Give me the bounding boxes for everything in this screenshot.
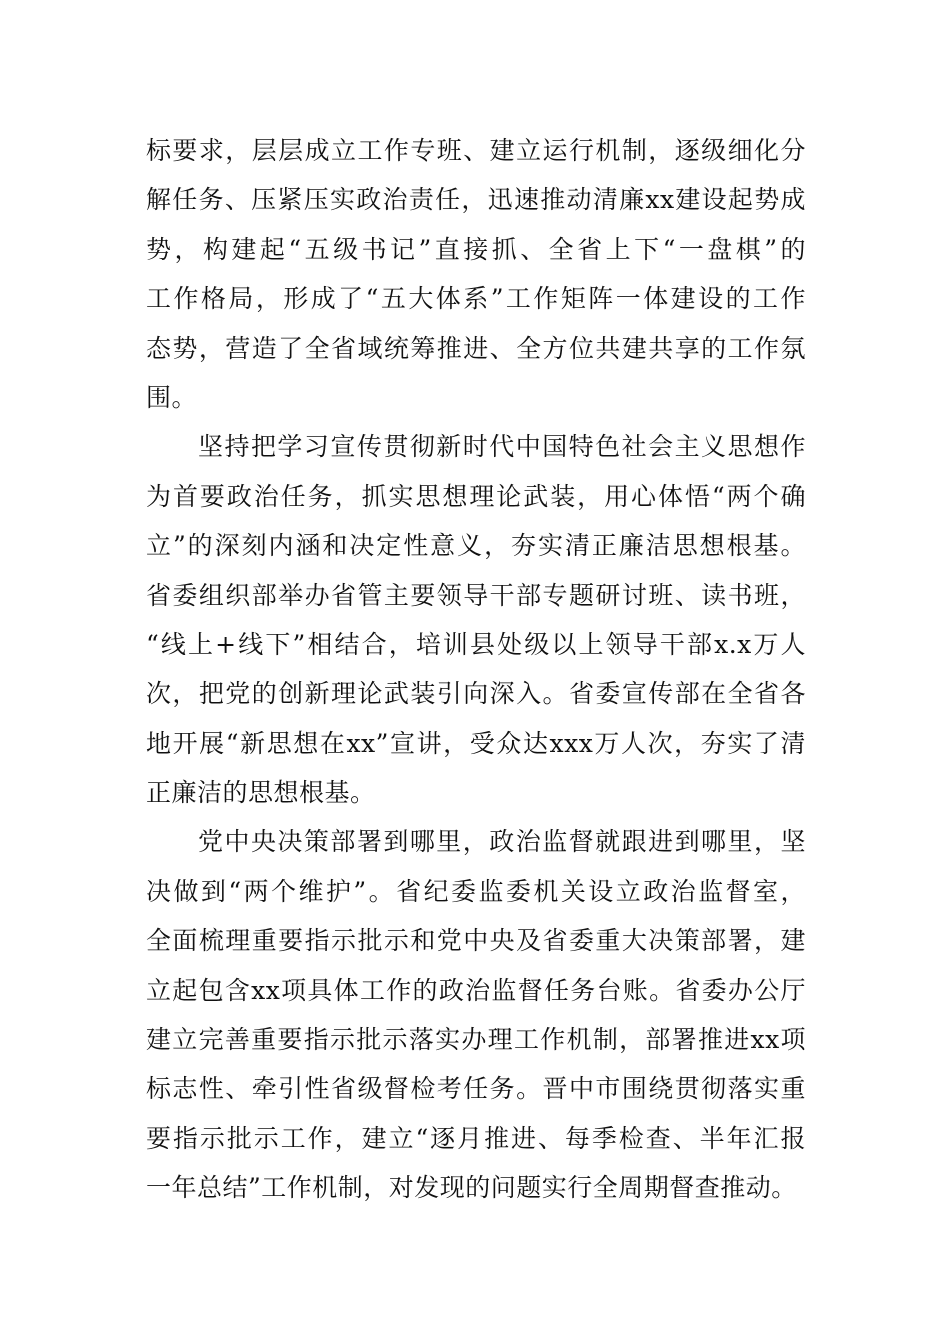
paragraph-1-line-6: 围。 [146,382,198,412]
paragraph-3-line-1: 党中央决策部署到哪里，政治监督就跟进到哪里，坚 [198,827,806,857]
paragraph-1-line-2: 解任务、压紧压实政治责任，迅速推动清廉xx建设起势成 [146,185,806,215]
document-body [146,126,806,1213]
paragraph-3-line-5: 建立完善重要指示批示落实办理工作机制，部署推进xx项 [146,1025,806,1055]
paragraph-3-line-6: 标志性、牵引性省级督检考任务。晋中市围绕贯彻落实重 [146,1074,806,1104]
paragraph-2-line-8: 正廉洁的思想根基。 [146,778,376,808]
paragraph-1-line-4: 工作格局，形成了“五大体系”工作矩阵一体建设的工作 [146,284,806,314]
paragraph-1-line-3: 势，构建起“五级书记”直接抓、全省上下“一盘棋”的 [146,234,806,264]
paragraph-2-line-3: 立”的深刻内涵和决定性意义，夯实清正廉洁思想根基。 [146,531,806,561]
paragraph-2-line-1: 坚持把学习宣传贯彻新时代中国特色社会主义思想作 [198,432,806,462]
paragraph-2-line-5: “线上+线下”相结合，培训县处级以上领导干部x.x万人 [146,629,806,659]
paragraph-2-line-4: 省委组织部举办省管主要领导干部专题研讨班、读书班， [146,580,806,610]
paragraph-1-line-5: 态势，营造了全省域统筹推进、全方位共建共享的工作氛 [146,333,806,363]
paragraph-3-line-2: 决做到“两个维护”。省纪委监委机关设立政治监督室， [146,876,806,906]
paragraph-2-line-7: 地开展“新思想在xx”宣讲，受众达xxx万人次，夯实了清 [146,728,806,758]
paragraph-3-line-8: 一年总结”工作机制，对发现的问题实行全周期督查推动。 [146,1173,797,1203]
paragraph-3-line-7: 要指示批示工作，建立“逐月推进、每季检查、半年汇报 [146,1123,806,1153]
paragraph-3-line-3: 全面梳理重要指示批示和党中央及省委重大决策部署，建 [146,926,806,956]
paragraph-3-line-4: 立起包含xx项具体工作的政治监督任务台账。省委办公厅 [146,975,806,1005]
paragraph-2-line-6: 次，把党的创新理论武装引向深入。省委宣传部在全省各 [146,679,806,709]
paragraph-2-line-2: 为首要政治任务，抓实思想理论武装，用心体悟“两个确 [146,481,806,511]
paragraph-1-line-1: 标要求，层层成立工作专班、建立运行机制，逐级细化分 [146,136,806,165]
